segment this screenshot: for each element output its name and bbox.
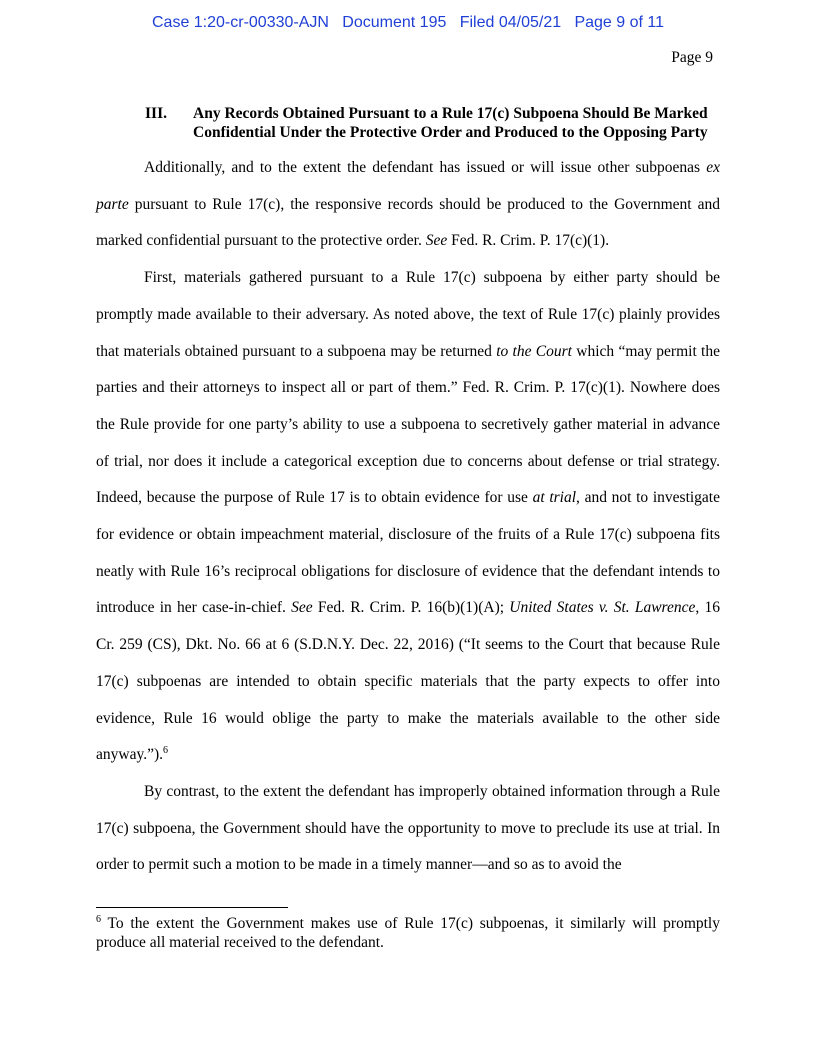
paragraph-3: By contrast, to the extent the defendant has improperly obtained information through a Rule 17(c) subpoena, the Government should have the opportunity to move to preclude its use at trial. In order to permit such a motion to be made in a timely manner—and so as to avoid the (96, 782, 720, 874)
paragraph-1: Additionally, and to the extent the defendant has issued or will issue other subpoenas ex parte pursuant to Rule 17(c), the responsive records should be produced to the Government and marked confidential pursuant to the protective order. See Fed. R. Crim. P. 17(c)(1). (96, 159, 720, 250)
section-number: III. (145, 105, 167, 122)
footnote-number: 6 (96, 914, 101, 925)
page-label: Page 9 (671, 49, 713, 66)
section-title: Any Records Obtained Pursuant to a Rule 17(c) Subpoena Should Be Marked Confidential Under the Protective Order and Produced to the Opposing Party (193, 105, 708, 141)
footnote-text: To the extent the Government makes use of Rule 17(c) subpoenas, it similarly will promptly produce all material received to the defendant. (96, 915, 720, 951)
filed-date: Filed 04/05/21 (459, 14, 562, 31)
document-number: Document 195 (342, 14, 447, 31)
footnote-divider (96, 907, 288, 908)
footnote-reference: 6 (163, 745, 168, 757)
paragraph-2: First, materials gathered pursuant to a Rule 17(c) subpoena by either party should be promptly made available to their adversary. As noted above, the text of Rule 17(c) plainly provides that materials obtained pursuant to a subpoena may be returned to the Court which “may permit the parties and their attorneys to inspect all or part of them.” Fed. R. Crim. P. 17(c)(1). Nowhere does the Rule provide for one party’s ability to use a subpoena to secretively gather material in advance of trial, nor does it include a categorical exception due to concerns about defense or trial strategy. Indeed, because the purpose of Rule 17 is to obtain evidence for use at trial, and not to investigate for evidence or obtain impeachment material, disclosure of the fruits of a Rule 17(c) subpoena fits neatly with Rule 16’s reciprocal obligations for disclosure of evidence that the defendant intends to introduce in her case-in-chief. See Fed. R. Crim. P. 16(b)(1)(A); United States v. St. Lawrence, 16 Cr. 259 (CS), Dkt. No. 66 at 6 (S.D.N.Y. Dec. 22, 2016) (“It seems to the Court that because Rule 17(c) subpoenas are intended to obtain specific materials that the party expects to offer into evidence, Rule 16 would oblige the party to make the materials available to the other side anyway.”).$^6$ (96, 269, 720, 764)
case-number: Case 1:20-cr-00330-AJN (151, 14, 329, 31)
page-of: Page 9 of 11 (574, 14, 665, 31)
footnote (96, 914, 720, 952)
section-heading (145, 104, 720, 142)
ecf-filing-header (0, 14, 816, 32)
body-text (96, 150, 720, 884)
